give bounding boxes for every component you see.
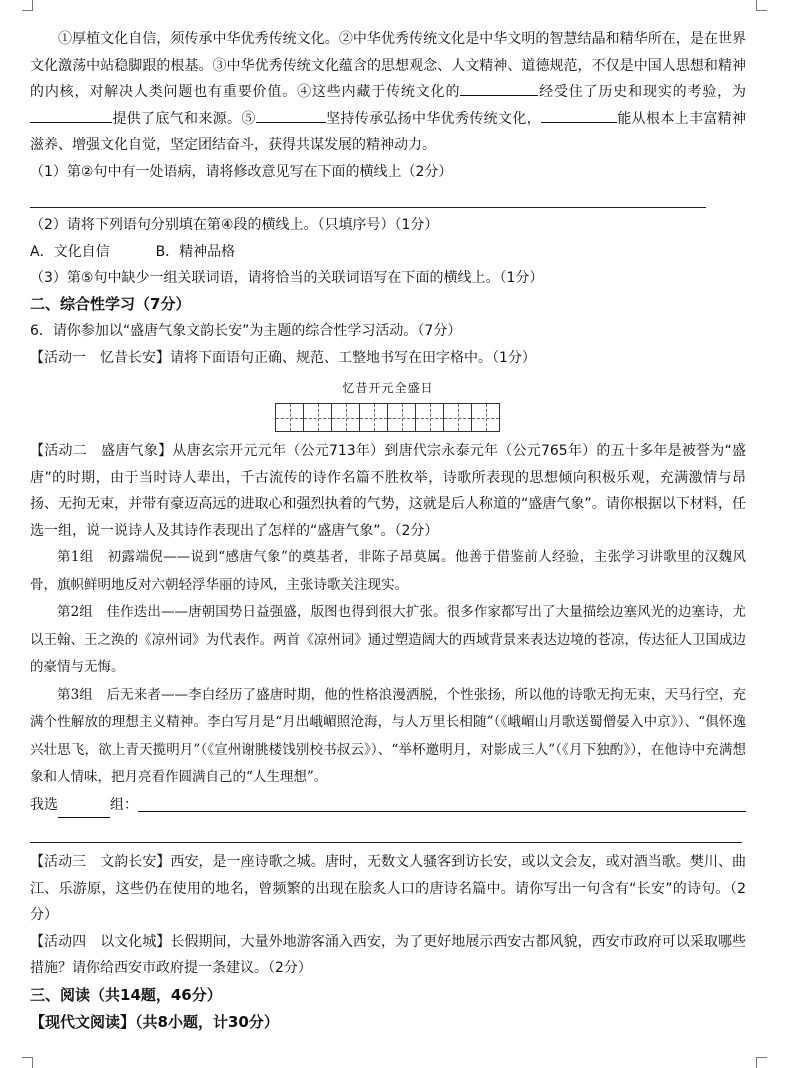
grid-title: 忆昔开元全盛日: [342, 381, 434, 395]
activity-2: 【活动二 盛唐气象】从唐玄宗开元元年（公元713年）到唐代宗永泰元年（公元765年）的五十多年是被誉为“盛唐”的时期，由于当时诗人辈出，千古流传的诗作名篇不胜枚举，诗歌所表现的思想倾向积极乐观，充满激情与昂扬、无拘无束，并带有豪迈高远的进取心和强烈执着的气势，这就是后人称道的“盛唐气象”。请你根据以下材料，任选一组，说一说诗人及其诗作表现出了怎样的“盛唐气象”。（2分）: [30, 443, 746, 539]
tianzige-cell[interactable]: [415, 403, 444, 432]
tianzige-cell[interactable]: [387, 403, 416, 432]
tianzige-cell[interactable]: [471, 403, 500, 432]
answer-space: [30, 185, 746, 207]
passage-text-2: 经受住了历史和现实的考验，为: [538, 84, 747, 100]
blank-4[interactable]: [541, 108, 617, 123]
blank-2[interactable]: [30, 108, 112, 123]
blank-3[interactable]: [256, 108, 326, 123]
activity-3: 【活动三 文韵长安】西安，是一座诗歌之城。唐时，无数文人骚客到访长安，或以文会友，或对酒当歌。樊川、曲江、乐游原，这些仍在使用的地名，曾频繁的出现在脍炙人口的唐诗名篇中。请你写出一句含有“长安”的诗句。（2分）: [30, 854, 746, 923]
tianzige-cell[interactable]: [275, 403, 304, 432]
blank-1[interactable]: [460, 81, 538, 96]
option-b: B．精神品格: [155, 243, 236, 260]
passage-text-1: ①厚植文化自信，须传承中华优秀传统文化。②中华优秀传统文化是中华文明的智慧结晶和精华所在，是在世界文化激荡中站稳脚跟的根基。③中华优秀传统文化蕴含的思想观念、人文精神、道德规范，不仅是中国人思想和精神的内核，对解决人类问题也有重要价值。④这些内藏于传统文化的: [30, 31, 746, 100]
option-a: A．文化自信: [30, 243, 110, 260]
exam-page: [30, 26, 746, 1036]
answer-space-2: [30, 818, 746, 842]
passage-text-5: 能从根本上丰富精神滋养、增强文化自觉，坚定团结奋斗，获得共谋发展的精神动力。: [30, 110, 747, 153]
passage-text-3: 提供了底气和来源。⑤: [112, 110, 256, 127]
answer-line-3[interactable]: [30, 842, 742, 843]
group-2: 第2组 佳作迭出——唐朝国势日益强盛，版图也得到很大扩张。很多作家都写出了大量描绘边塞风光的边塞诗，尤以王翰、王之涣的《凉州词》为代表作。两首《凉州词》通过塑造阔大的西域背景来表达边境的苍凉，传达征人卫国成边的豪情与无悔。: [30, 604, 746, 675]
group-1: 第1组 初露端倪——说到“感唐气象”的奠基者，非陈子昂莫属。他善于借鉴前人经验，主张学习讲歌里的汉魏风骨，旗帜鲜明地反对六朝轻浮华丽的诗风，主张诗歌关注现实。: [30, 549, 746, 593]
tianzige-cell[interactable]: [303, 403, 332, 432]
tianzige-cell[interactable]: [331, 403, 360, 432]
activity-4: 【活动四 以文化城】长假期间，大量外地游客涌入西安，为了更好地展示西安古都风貌，西安市政府可以采取哪些措施？请你给西安市政府提一条建议。（2分）: [30, 933, 746, 976]
corner-mark-bottom-right: [756, 1057, 767, 1068]
choose-label: 我选: [30, 796, 58, 813]
section-2-title: 二、综合性学习（7分）: [30, 295, 191, 313]
group-number-blank[interactable]: [58, 803, 110, 818]
q5-sub1: （1）第②句中有一处语病，请将修改意见写在下面的横线上（2分）: [30, 163, 453, 180]
section-3-title: 三、阅读（共14题，46分）: [30, 985, 222, 1004]
q5-sub2: （2）请将下列语句分别填在第④段的横线上。（只填序号）（1分）: [30, 217, 439, 233]
corner-mark-top-right: [756, 0, 767, 11]
q6-intro: 6．请你参加以“盛唐气象文韵长安”为主题的综合性学习活动。（7分）: [30, 323, 462, 339]
q5-sub3: （3）第⑤句中缺少一组关联词语，请将恰当的关联词语写在下面的横线上。（1分）: [30, 269, 544, 286]
answer-line-2[interactable]: [138, 797, 746, 812]
tianzige-cell[interactable]: [359, 403, 388, 432]
activity-1: 【活动一 忆昔长安】请将下面语句正确、规范、工整地书写在田字格中。（1分）: [30, 349, 536, 366]
tianzige-cell[interactable]: [443, 403, 472, 432]
passage-text-4: 坚持传承弘扬中华优秀传统文化，: [325, 110, 542, 127]
answer-line-1[interactable]: [30, 207, 706, 208]
corner-mark-bottom-left: [22, 1057, 33, 1068]
q5-options: [30, 239, 746, 265]
group-3: 第3组 后无来者——李白经历了盛唐时期，他的性格浪漫洒脱，个性张扬，所以他的诗歌无拘无束，天马行空，充满个性解放的理想主义精神。李白写月是“月出峨嵋照沧海，与人万里长相随”（《峨嵋山月歌送蜀僧晏入中京》）、“俱怀逸兴壮思飞，欲上青天揽明月”（《宣州谢朓楼饯别校书叔云》）、“举杯邀明月，对影成三人”（《月下独酌》），在他诗中充满想象和人情味，把月亮看作圆满自己的“人生理想”。: [30, 686, 746, 785]
modern-reading-title: 【现代文阅读】（共8小题，计30分）: [30, 1012, 279, 1031]
q5-passage: [30, 26, 746, 159]
choose-label-2: 组：: [110, 796, 138, 813]
choose-row: [30, 792, 746, 819]
corner-mark-top-left: [22, 0, 33, 11]
tianzige-grid: [30, 403, 746, 432]
